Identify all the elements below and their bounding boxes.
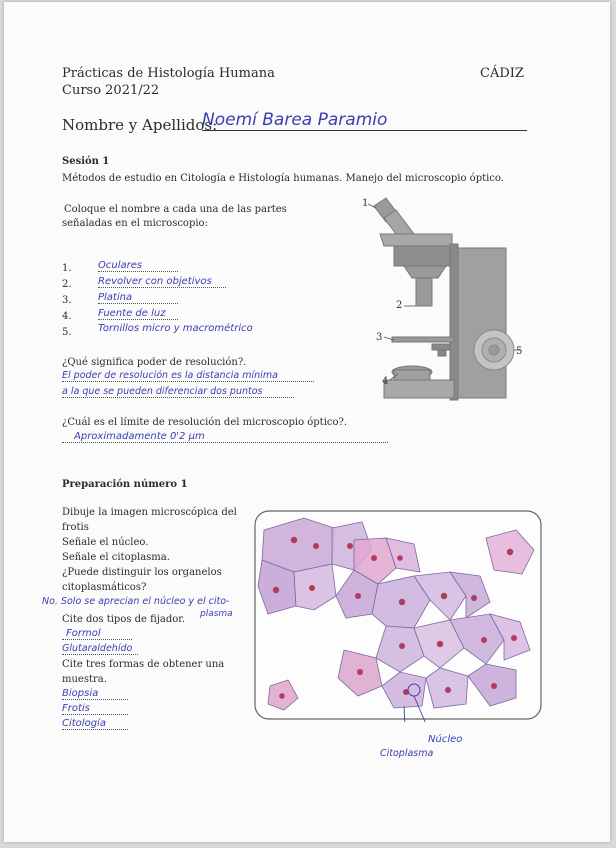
answer-limit[interactable]: Aproximadamente 0'2 µm — [62, 431, 388, 443]
answer-resolution-line2[interactable]: a la que se pueden diferenciar dos puntos — [62, 386, 294, 398]
question-limit: ¿Cuál es el límite de resolución del microscopio óptico?. — [62, 417, 348, 428]
part-number-3: 3. — [62, 295, 72, 306]
nucleus — [279, 693, 285, 699]
nucleus — [347, 543, 353, 549]
name-field[interactable]: Noemí Barea Paramio — [202, 110, 527, 131]
microscope-diagram — [354, 194, 524, 409]
nucleus — [313, 543, 319, 549]
nucleus — [273, 587, 279, 593]
session-subtitle: Métodos de estudio en Citología e Histología humanas. Manejo del microscopio óptico. — [62, 173, 504, 184]
prep-fixer-1[interactable]: Formol — [62, 628, 132, 640]
prep-mark-cytoplasm: Señale el citoplasma. — [62, 552, 170, 563]
prep-title: Preparación número 1 — [62, 479, 188, 490]
session-title: Sesión 1 — [62, 156, 110, 167]
instruction-line1: Coloque el nombre a cada una de las partes — [64, 204, 287, 215]
nucleus — [399, 599, 405, 605]
nucleus — [309, 585, 315, 591]
microscope-label-2: 2 — [396, 300, 403, 311]
name-label: Nombre y Apellidos: — [62, 116, 218, 134]
microscope-label-4: 4 — [382, 376, 389, 387]
course-label: Curso 2021/22 — [62, 83, 160, 98]
prep-samples-q1: Cite tres formas de obtener una — [62, 659, 225, 670]
nucleus-label: Núcleo — [428, 734, 463, 745]
prep-organelles-answer[interactable]: No. Solo se aprecian el núcleo y el cito- — [42, 596, 230, 607]
nucleus — [397, 555, 403, 561]
microscope-label-1: 1 — [362, 198, 369, 209]
prep-draw-line2: frotis — [62, 522, 89, 533]
prep-draw-line1: Dibuje la imagen microscópica del — [62, 507, 237, 518]
prep-sample-2[interactable]: Frotis — [62, 703, 128, 715]
prep-organelles-answer-cont[interactable]: plasma — [200, 609, 233, 619]
worksheet-page — [4, 2, 610, 842]
prep-sample-3[interactable]: Citología — [62, 718, 128, 730]
part-number-1: 1. — [62, 263, 72, 274]
microscope-label-3: 3 — [376, 332, 383, 343]
nucleus — [437, 641, 443, 647]
prep-fixer-2[interactable]: Glutaraldehído — [62, 643, 138, 655]
city-label: CÁDIZ — [480, 66, 524, 81]
part-number-5: 5. — [62, 327, 72, 338]
document-title: Prácticas de Histología Humana — [62, 66, 275, 81]
prep-sample-1[interactable]: Biopsia — [62, 688, 128, 700]
prep-samples-q2: muestra. — [62, 674, 107, 685]
smear-drawing — [254, 510, 544, 722]
nucleus — [507, 549, 513, 555]
part-number-4: 4. — [62, 311, 72, 322]
part-answer-4[interactable]: Fuente de luz — [98, 308, 178, 320]
prep-organelles-q2: citoplasmáticos? — [62, 582, 147, 593]
part-answer-2[interactable]: Revolver con objetivos — [98, 276, 226, 288]
nucleus — [491, 683, 497, 689]
question-resolution: ¿Qué significa poder de resolución?. — [62, 357, 247, 368]
nucleus — [441, 593, 447, 599]
nucleus — [511, 635, 517, 641]
nucleus — [371, 555, 377, 561]
part-answer-5[interactable]: Tornillos micro y macrométrico — [98, 323, 253, 334]
cytoplasm-label: Citoplasma — [380, 748, 434, 759]
part-number-2: 2. — [62, 279, 72, 290]
nucleus — [399, 643, 405, 649]
prep-fixers-question: Cite dos tipos de fijador. — [62, 614, 186, 625]
nucleus — [445, 687, 451, 693]
answer-resolution-line1[interactable]: El poder de resolución es la distancia mínima — [62, 370, 314, 382]
nucleus — [291, 537, 297, 543]
part-answer-3[interactable]: Platina — [98, 292, 178, 304]
prep-mark-nucleus: Señale el núcleo. — [62, 537, 149, 548]
instruction-line2: señaladas en el microscopio: — [62, 218, 208, 229]
nucleus — [355, 593, 361, 599]
nucleus — [357, 669, 363, 675]
nucleus — [481, 637, 487, 643]
nucleus — [471, 595, 477, 601]
part-answer-1[interactable]: Oculares — [98, 260, 178, 272]
prep-organelles-q1: ¿Puede distinguir los organelos — [62, 567, 222, 578]
microscope-label-5: 5 — [516, 346, 523, 357]
